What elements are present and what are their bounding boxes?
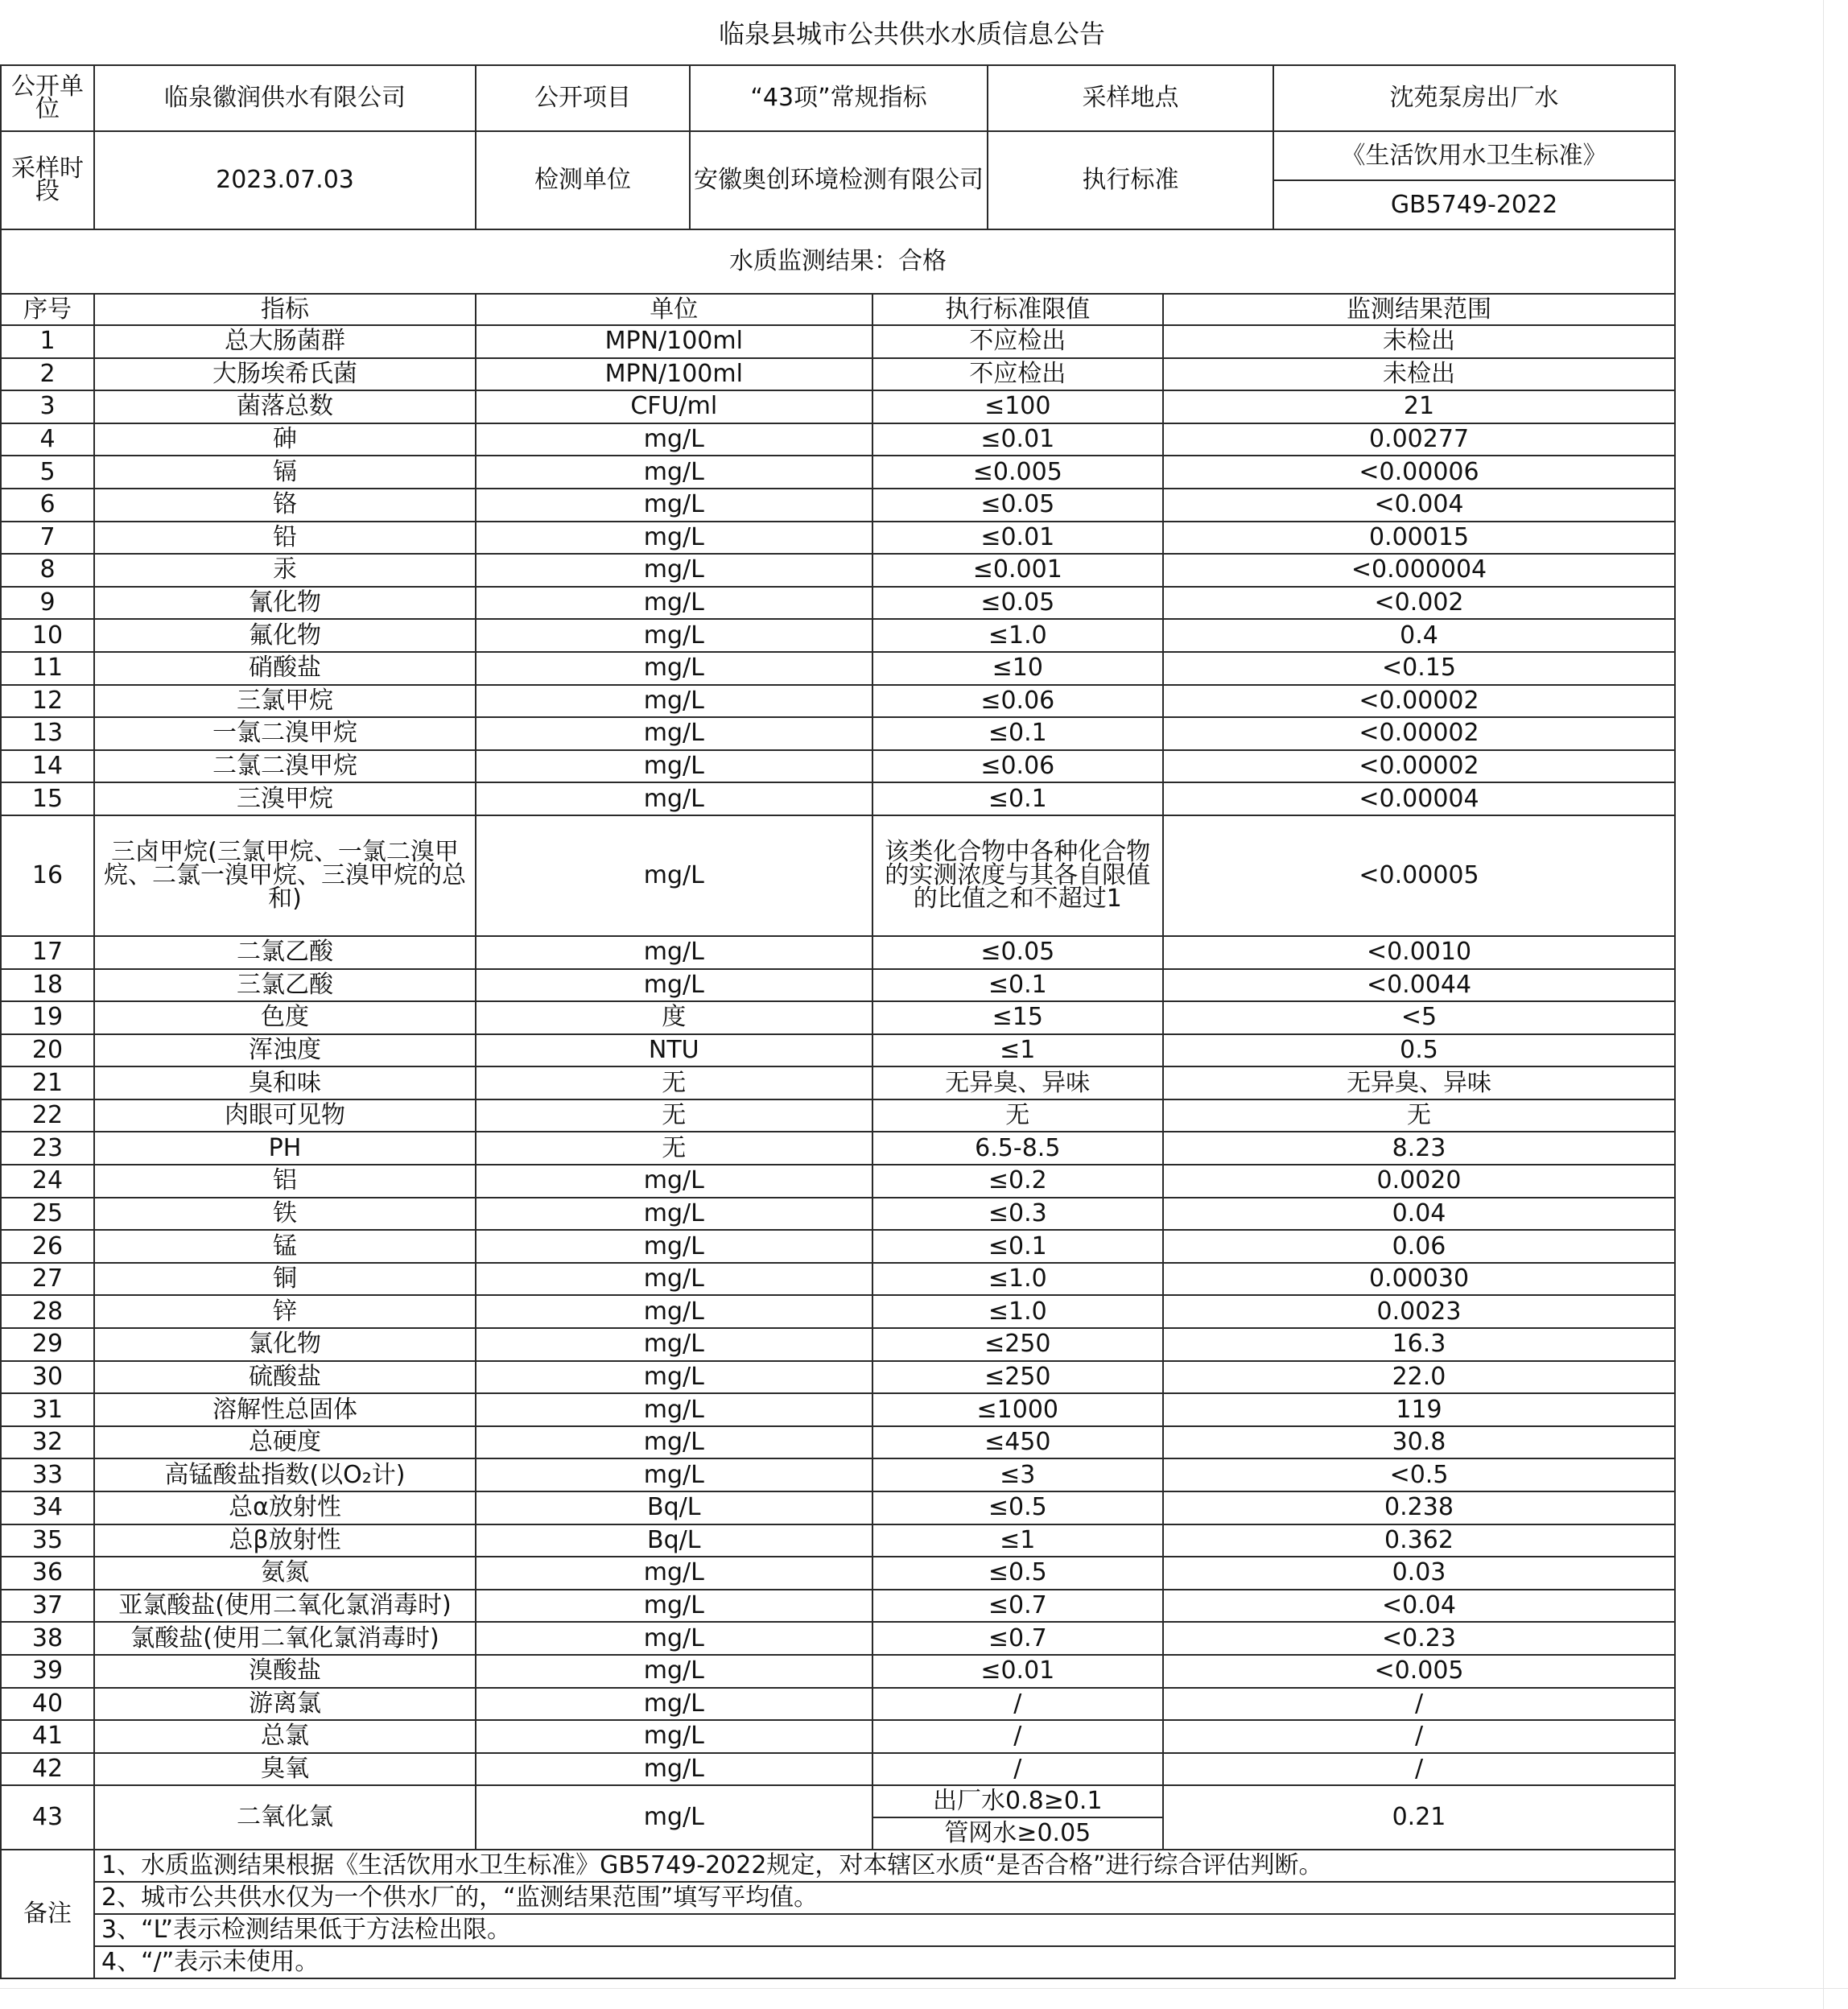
row-unit: MPN/100ml	[476, 325, 872, 358]
row-number: 18	[1, 969, 94, 1002]
row-unit: CFU/ml	[476, 390, 872, 423]
row-limit: 6.5-8.5	[872, 1132, 1163, 1165]
page-title: 临泉县城市公共供水水质信息公告	[718, 19, 1105, 49]
row-limit: 该类化合物中各种化合物的实测浓度与其各自限值的比值之和不超过1	[872, 815, 1163, 936]
table-row	[1, 1491, 1675, 1524]
row-number: 21	[1, 1066, 94, 1099]
row-unit: NTU	[476, 1034, 872, 1067]
table-row	[1, 1458, 1675, 1491]
row-number: 14	[1, 750, 94, 783]
col-header-item: 指标	[94, 294, 476, 325]
notes-label: 备注	[1, 1850, 94, 1978]
table-row	[1, 685, 1675, 718]
table-row	[1, 554, 1675, 587]
standard-name: 《生活饮用水卫生标准》	[1273, 131, 1675, 180]
info-row-2	[1, 131, 1675, 180]
table-row	[1, 1165, 1675, 1198]
row-unit: 无	[476, 1099, 872, 1132]
row-number: 7	[1, 522, 94, 555]
row-unit: mg/L	[476, 587, 872, 620]
row-unit: mg/L	[476, 619, 872, 652]
table-row	[1, 1557, 1675, 1590]
pub-unit-value: 临泉徽润供水有限公司	[94, 65, 476, 131]
table-row	[1, 1622, 1675, 1655]
sample-time-label: 采样时段	[1, 131, 94, 229]
row-number: 27	[1, 1263, 94, 1296]
row-limit: ≤1	[872, 1524, 1163, 1557]
row-limit: ≤0.01	[872, 522, 1163, 555]
row-result: /	[1163, 1753, 1675, 1786]
row-limit: 不应检出	[872, 325, 1163, 358]
note-item: 3、“L”表示检测结果低于方法检出限。	[94, 1914, 1675, 1946]
row-limit: ≤0.05	[872, 489, 1163, 522]
row-result: 无异臭、异味	[1163, 1066, 1675, 1099]
row-limit: ≤1.0	[872, 619, 1163, 652]
row-number: 1	[1, 325, 94, 358]
row-number: 42	[1, 1753, 94, 1786]
sample-site-value: 沈苑泵房出厂水	[1273, 65, 1675, 131]
row-item: 三氯乙酸	[94, 969, 476, 1002]
table-row	[1, 1426, 1675, 1459]
row-limit: /	[872, 1753, 1163, 1786]
table-row	[1, 1132, 1675, 1165]
test-unit-value: 安徽奥创环境检测有限公司	[690, 131, 988, 229]
row-number: 4	[1, 423, 94, 456]
pub-item-label: 公开项目	[476, 65, 690, 131]
table-row	[1, 750, 1675, 783]
info-row-1	[1, 65, 1675, 131]
row-limit: /	[872, 1688, 1163, 1721]
row-unit: mg/L	[476, 1295, 872, 1328]
row-item: 砷	[94, 423, 476, 456]
row-limit: ≤0.001	[872, 554, 1163, 587]
note-item: 4、“/”表示未使用。	[94, 1946, 1675, 1978]
row-unit: 无	[476, 1132, 872, 1165]
table-row	[1, 619, 1675, 652]
table-row	[1, 652, 1675, 685]
col-header-no: 序号	[1, 294, 94, 325]
row-limit: ≤0.1	[872, 1230, 1163, 1263]
table-row	[1, 1361, 1675, 1394]
table-row	[1, 1295, 1675, 1328]
row-result: 未检出	[1163, 325, 1675, 358]
row-item: 色度	[94, 1001, 476, 1034]
table-row	[1, 423, 1675, 456]
row-unit: mg/L	[476, 1328, 872, 1361]
row-limit: ≤0.05	[872, 587, 1163, 620]
water-quality-table	[0, 64, 1676, 1979]
row-number: 38	[1, 1622, 94, 1655]
row-result: <0.0044	[1163, 969, 1675, 1002]
row-item: PH	[94, 1132, 476, 1165]
row-number: 40	[1, 1688, 94, 1721]
row-limit: ≤1000	[872, 1393, 1163, 1426]
row-unit: mg/L	[476, 1688, 872, 1721]
row-number: 36	[1, 1557, 94, 1590]
row-result: <0.00004	[1163, 782, 1675, 815]
row-limit: ≤0.01	[872, 1655, 1163, 1688]
row-result: 0.00015	[1163, 522, 1675, 555]
row-item: 锰	[94, 1230, 476, 1263]
row-limit: ≤0.05	[872, 936, 1163, 969]
row-result: 0.04	[1163, 1198, 1675, 1231]
row-result: 0.238	[1163, 1491, 1675, 1524]
row-result: 21	[1163, 390, 1675, 423]
row-result: 0.362	[1163, 1524, 1675, 1557]
row-limit: /	[872, 1720, 1163, 1753]
row-result: 0.00277	[1163, 423, 1675, 456]
row-unit: mg/L	[476, 1557, 872, 1590]
table-row	[1, 489, 1675, 522]
row-item: 总硬度	[94, 1426, 476, 1459]
table-row	[1, 1263, 1675, 1296]
row-item: 二氧化氯	[94, 1785, 476, 1850]
row-unit: mg/L	[476, 685, 872, 718]
row-number: 2	[1, 358, 94, 391]
notes-row	[1, 1850, 1675, 1882]
table-row	[1, 1001, 1675, 1034]
note-item: 1、水质监测结果根据《生活饮用水卫生标准》GB5749-2022规定，对本辖区水质“是否合格”进行综合评估判断。	[94, 1850, 1675, 1882]
row-number: 22	[1, 1099, 94, 1132]
row-unit: mg/L	[476, 423, 872, 456]
table-row-43	[1, 1785, 1675, 1817]
table-row	[1, 782, 1675, 815]
row-result: /	[1163, 1720, 1675, 1753]
row-unit: mg/L	[476, 1753, 872, 1786]
row-item: 铅	[94, 522, 476, 555]
notes-row	[1, 1946, 1675, 1978]
row-number: 30	[1, 1361, 94, 1394]
row-number: 41	[1, 1720, 94, 1753]
row-unit: mg/L	[476, 1720, 872, 1753]
row-limit: ≤0.1	[872, 969, 1163, 1002]
row-limit: ≤0.2	[872, 1165, 1163, 1198]
row-limit: 出厂水0.8≥0.1	[872, 1785, 1163, 1817]
row-limit: ≤0.01	[872, 423, 1163, 456]
row-item: 总β放射性	[94, 1524, 476, 1557]
table-row	[1, 936, 1675, 969]
row-result: 无	[1163, 1099, 1675, 1132]
row-item: 铬	[94, 489, 476, 522]
row-number: 17	[1, 936, 94, 969]
row-limit: ≤0.5	[872, 1491, 1163, 1524]
row-limit: ≤15	[872, 1001, 1163, 1034]
row-item: 氰化物	[94, 587, 476, 620]
table-row	[1, 1066, 1675, 1099]
column-header-row	[1, 294, 1675, 325]
row-item: 亚氯酸盐(使用二氧化氯消毒时)	[94, 1590, 476, 1623]
row-item: 菌落总数	[94, 390, 476, 423]
row-limit: ≤1.0	[872, 1295, 1163, 1328]
table-row	[1, 325, 1675, 358]
row-item: 总α放射性	[94, 1491, 476, 1524]
table-row	[1, 1328, 1675, 1361]
row-item: 二氯二溴甲烷	[94, 750, 476, 783]
row-result: <0.00006	[1163, 456, 1675, 489]
table-row	[1, 1655, 1675, 1688]
row-result: <0.0010	[1163, 936, 1675, 969]
row-unit: 无	[476, 1066, 872, 1099]
row-result: 0.21	[1163, 1785, 1675, 1850]
col-header-unit: 单位	[476, 294, 872, 325]
sample-time-value: 2023.07.03	[94, 131, 476, 229]
row-unit: mg/L	[476, 750, 872, 783]
row-number: 16	[1, 815, 94, 936]
table-row	[1, 522, 1675, 555]
row-result: 0.0020	[1163, 1165, 1675, 1198]
row-item: 氯酸盐(使用二氧化氯消毒时)	[94, 1622, 476, 1655]
row-unit: mg/L	[476, 1785, 872, 1850]
row-limit: ≤0.5	[872, 1557, 1163, 1590]
row-result: <0.004	[1163, 489, 1675, 522]
row-number: 8	[1, 554, 94, 587]
row-result: 0.4	[1163, 619, 1675, 652]
note-item: 2、城市公共供水仅为一个供水厂的，“监测结果范围”填写平均值。	[94, 1882, 1675, 1914]
col-header-result: 监测结果范围	[1163, 294, 1675, 325]
row-result: 22.0	[1163, 1361, 1675, 1394]
row-result: 0.03	[1163, 1557, 1675, 1590]
row-limit: 管网水≥0.05	[872, 1817, 1163, 1850]
row-number: 31	[1, 1393, 94, 1426]
row-number: 25	[1, 1198, 94, 1231]
table-row	[1, 456, 1675, 489]
row-result: <0.15	[1163, 652, 1675, 685]
row-limit: ≤0.7	[872, 1590, 1163, 1623]
row-number: 43	[1, 1785, 94, 1850]
sample-site-label: 采样地点	[988, 65, 1273, 131]
row-item: 肉眼可见物	[94, 1099, 476, 1132]
row-number: 23	[1, 1132, 94, 1165]
row-item: 硫酸盐	[94, 1361, 476, 1394]
row-number: 5	[1, 456, 94, 489]
row-number: 35	[1, 1524, 94, 1557]
row-number: 37	[1, 1590, 94, 1623]
row-unit: mg/L	[476, 815, 872, 936]
row-unit: MPN/100ml	[476, 358, 872, 391]
row-number: 24	[1, 1165, 94, 1198]
row-number: 11	[1, 652, 94, 685]
notes-row	[1, 1882, 1675, 1914]
table-row	[1, 1753, 1675, 1786]
row-limit: ≤0.06	[872, 685, 1163, 718]
row-item: 臭氧	[94, 1753, 476, 1786]
row-limit: ≤1.0	[872, 1263, 1163, 1296]
pub-item-value: “43项”常规指标	[690, 65, 988, 131]
row-item: 浑浊度	[94, 1034, 476, 1067]
row-result: <0.23	[1163, 1622, 1675, 1655]
row-number: 19	[1, 1001, 94, 1034]
row-number: 32	[1, 1426, 94, 1459]
row-result: 0.00030	[1163, 1263, 1675, 1296]
row-result: <0.04	[1163, 1590, 1675, 1623]
test-unit-label: 检测单位	[476, 131, 690, 229]
row-limit: ≤100	[872, 390, 1163, 423]
row-limit: ≤450	[872, 1426, 1163, 1459]
table-row	[1, 1720, 1675, 1753]
row-number: 20	[1, 1034, 94, 1067]
row-item: 溶解性总固体	[94, 1393, 476, 1426]
row-item: 总氯	[94, 1720, 476, 1753]
row-item: 铝	[94, 1165, 476, 1198]
row-item: 三氯甲烷	[94, 685, 476, 718]
row-number: 6	[1, 489, 94, 522]
row-item: 锌	[94, 1295, 476, 1328]
table-row	[1, 1524, 1675, 1557]
row-result: 119	[1163, 1393, 1675, 1426]
row-result: 0.0023	[1163, 1295, 1675, 1328]
row-item: 二氯乙酸	[94, 936, 476, 969]
table-row	[1, 1198, 1675, 1231]
row-unit: mg/L	[476, 969, 872, 1002]
row-unit: mg/L	[476, 1165, 872, 1198]
row-unit: mg/L	[476, 1458, 872, 1491]
row-unit: mg/L	[476, 522, 872, 555]
row-limit: ≤1	[872, 1034, 1163, 1067]
notes-row	[1, 1914, 1675, 1946]
table-row	[1, 1590, 1675, 1623]
row-unit: mg/L	[476, 717, 872, 750]
row-unit: mg/L	[476, 652, 872, 685]
row-result: <0.5	[1163, 1458, 1675, 1491]
row-unit: mg/L	[476, 489, 872, 522]
row-result: <0.00002	[1163, 717, 1675, 750]
row-item: 游离氯	[94, 1688, 476, 1721]
row-number: 33	[1, 1458, 94, 1491]
row-limit: 无异臭、异味	[872, 1066, 1163, 1099]
table-row	[1, 358, 1675, 391]
row-item: 大肠埃希氏菌	[94, 358, 476, 391]
row-unit: mg/L	[476, 1622, 872, 1655]
row-item: 汞	[94, 554, 476, 587]
row-item: 溴酸盐	[94, 1655, 476, 1688]
row-result: 30.8	[1163, 1426, 1675, 1459]
row-item: 一氯二溴甲烷	[94, 717, 476, 750]
grid-line	[0, 1988, 1848, 1989]
row-number: 28	[1, 1295, 94, 1328]
row-unit: 度	[476, 1001, 872, 1034]
standard-label: 执行标准	[988, 131, 1273, 229]
row-number: 3	[1, 390, 94, 423]
row-unit: mg/L	[476, 1198, 872, 1231]
row-item: 臭和味	[94, 1066, 476, 1099]
row-item: 硝酸盐	[94, 652, 476, 685]
row-item: 氯化物	[94, 1328, 476, 1361]
row-limit: ≤0.7	[872, 1622, 1163, 1655]
row-item: 镉	[94, 456, 476, 489]
row-limit: ≤3	[872, 1458, 1163, 1491]
row-unit: mg/L	[476, 1263, 872, 1296]
table-row	[1, 587, 1675, 620]
row-result: <0.00002	[1163, 750, 1675, 783]
table-row	[1, 1099, 1675, 1132]
row-item: 氨氮	[94, 1557, 476, 1590]
row-item: 三卤甲烷(三氯甲烷、一氯二溴甲烷、二氯一溴甲烷、三溴甲烷的总和)	[94, 815, 476, 936]
result-row	[1, 229, 1675, 294]
col-header-limit: 执行标准限值	[872, 294, 1163, 325]
table-row	[1, 1034, 1675, 1067]
row-result: 未检出	[1163, 358, 1675, 391]
row-result: 0.5	[1163, 1034, 1675, 1067]
row-number: 13	[1, 717, 94, 750]
row-result: <0.000004	[1163, 554, 1675, 587]
row-limit: ≤0.3	[872, 1198, 1163, 1231]
pub-unit-label: 公开单位	[1, 65, 94, 131]
row-number: 34	[1, 1491, 94, 1524]
row-limit: ≤10	[872, 652, 1163, 685]
grid-line	[1823, 0, 1824, 2009]
row-result: 8.23	[1163, 1132, 1675, 1165]
row-limit: ≤0.1	[872, 717, 1163, 750]
row-unit: mg/L	[476, 1393, 872, 1426]
row-unit: mg/L	[476, 782, 872, 815]
row-number: 9	[1, 587, 94, 620]
row-limit: 无	[872, 1099, 1163, 1132]
row-number: 39	[1, 1655, 94, 1688]
row-number: 15	[1, 782, 94, 815]
row-unit: Bq/L	[476, 1491, 872, 1524]
row-limit: ≤250	[872, 1328, 1163, 1361]
row-number: 12	[1, 685, 94, 718]
row-item: 铁	[94, 1198, 476, 1231]
row-unit: mg/L	[476, 1426, 872, 1459]
row-item: 氟化物	[94, 619, 476, 652]
table-row	[1, 815, 1675, 936]
row-unit: mg/L	[476, 936, 872, 969]
row-limit: ≤0.1	[872, 782, 1163, 815]
row-item: 铜	[94, 1263, 476, 1296]
row-result: <5	[1163, 1001, 1675, 1034]
row-unit: mg/L	[476, 554, 872, 587]
table-row	[1, 969, 1675, 1002]
result-text: 水质监测结果：合格	[1, 229, 1675, 294]
row-number: 10	[1, 619, 94, 652]
row-limit: ≤250	[872, 1361, 1163, 1394]
row-result: 16.3	[1163, 1328, 1675, 1361]
row-result: <0.00005	[1163, 815, 1675, 936]
row-item: 高锰酸盐指数(以O₂计)	[94, 1458, 476, 1491]
table-row	[1, 1688, 1675, 1721]
row-result: <0.002	[1163, 587, 1675, 620]
row-item: 总大肠菌群	[94, 325, 476, 358]
row-limit: ≤0.005	[872, 456, 1163, 489]
row-result: /	[1163, 1688, 1675, 1721]
standard-code: GB5749-2022	[1273, 180, 1675, 229]
row-result: <0.00002	[1163, 685, 1675, 718]
table-row	[1, 390, 1675, 423]
row-limit: 不应检出	[872, 358, 1163, 391]
row-unit: mg/L	[476, 1361, 872, 1394]
row-result: 0.06	[1163, 1230, 1675, 1263]
row-unit: mg/L	[476, 1230, 872, 1263]
row-unit: mg/L	[476, 456, 872, 489]
row-item: 三溴甲烷	[94, 782, 476, 815]
row-limit: ≤0.06	[872, 750, 1163, 783]
row-number: 26	[1, 1230, 94, 1263]
row-unit: Bq/L	[476, 1524, 872, 1557]
table-row	[1, 1230, 1675, 1263]
row-result: <0.005	[1163, 1655, 1675, 1688]
table-row	[1, 1393, 1675, 1426]
row-unit: mg/L	[476, 1655, 872, 1688]
row-unit: mg/L	[476, 1590, 872, 1623]
table-row	[1, 717, 1675, 750]
row-number: 29	[1, 1328, 94, 1361]
